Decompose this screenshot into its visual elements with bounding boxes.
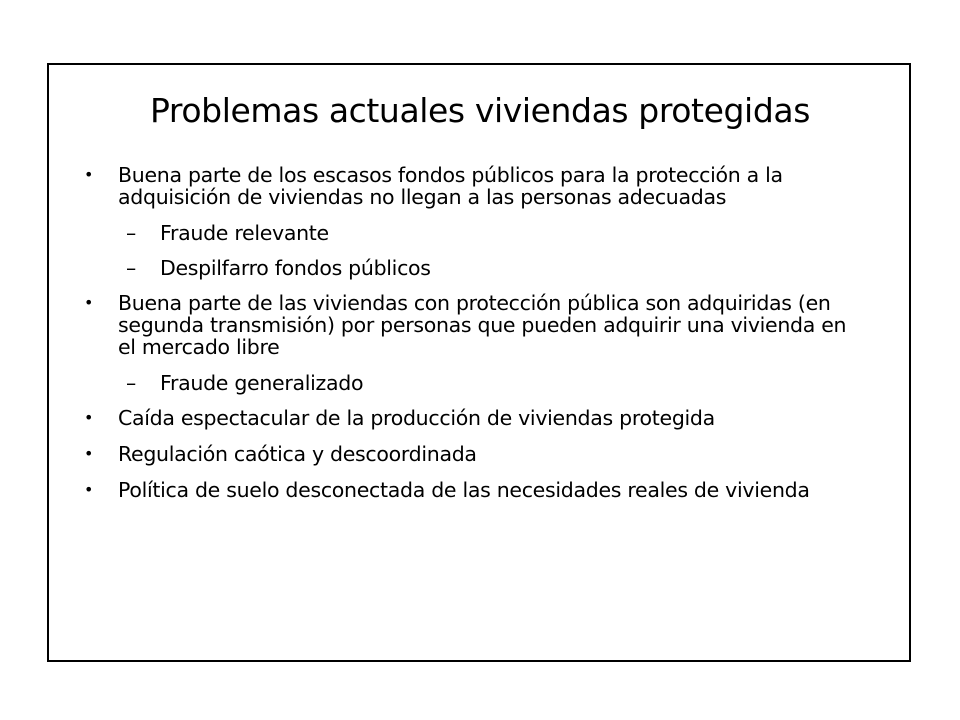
sub-bullet-item <box>80 372 860 394</box>
bullet-text: Caída espectacular de la producción de viviendas protegida <box>118 406 715 430</box>
sub-bullet-text: Fraude relevante <box>160 221 329 245</box>
bullet-item <box>80 407 860 429</box>
slide-content <box>80 164 860 501</box>
slide-title: Problemas actuales viviendas protegidas <box>150 91 810 130</box>
bullet-item <box>80 479 860 501</box>
bullet-text: Buena parte de las viviendas con protección pública son adquiridas (en segunda transmisión) por personas que pueden adquirir una vivienda en el mercado libre <box>118 291 847 359</box>
bullet-text: Regulación caótica y descoordinada <box>118 442 477 466</box>
bullet-marker: • <box>84 293 94 312</box>
bullet-text: Buena parte de los escasos fondos públicos para la protección a la adquisición de viviendas no llegan a las personas adecuadas <box>118 163 783 209</box>
sub-bullet-text: Despilfarro fondos públicos <box>160 256 431 280</box>
dash-marker: – <box>126 256 136 280</box>
sub-bullet-text: Fraude generalizado <box>160 371 364 395</box>
bullet-item <box>80 164 860 208</box>
bullet-item <box>80 443 860 465</box>
sub-bullet-item <box>80 222 860 244</box>
bullet-text: Política de suelo desconectada de las necesidades reales de vivienda <box>118 478 810 502</box>
dash-marker: – <box>126 371 136 395</box>
bullet-marker: • <box>84 444 94 463</box>
dash-marker: – <box>126 221 136 245</box>
bullet-marker: • <box>84 165 94 184</box>
bullet-item <box>80 292 860 358</box>
bullet-marker: • <box>84 408 94 427</box>
bullet-marker: • <box>84 480 94 499</box>
sub-bullet-item <box>80 257 860 279</box>
